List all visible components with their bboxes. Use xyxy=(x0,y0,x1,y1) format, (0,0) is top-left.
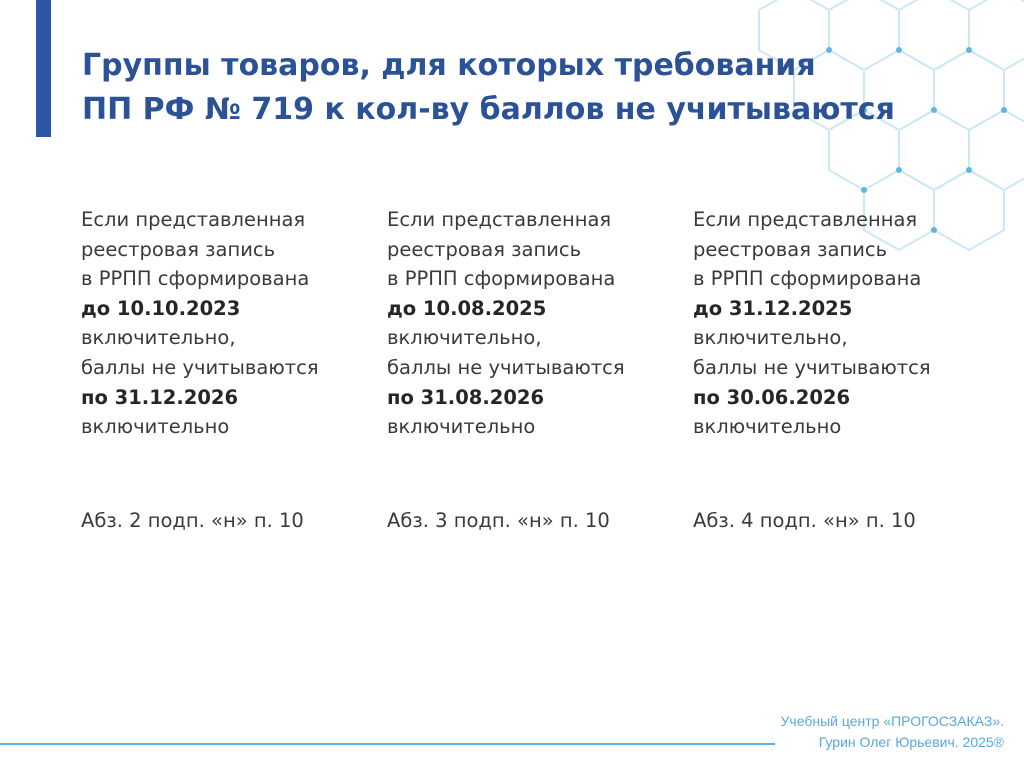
column-text-line: включительно xyxy=(81,415,230,439)
record-date: до 10.10.2023 xyxy=(81,296,241,320)
end-date: по 31.12.2026 xyxy=(81,385,239,409)
column-text-line: баллы не учитываются xyxy=(693,355,931,379)
footer-credits xyxy=(781,711,1004,753)
record-date: до 31.12.2025 xyxy=(693,296,853,320)
column-text-line: Если представленная xyxy=(387,208,612,231)
column-text-line: включительно xyxy=(387,415,536,439)
footer-divider xyxy=(0,743,775,745)
end-date: по 31.08.2026 xyxy=(387,385,545,409)
column-text-line: реестровая запись xyxy=(387,237,582,261)
page-title xyxy=(82,44,1022,132)
condition-column-2 xyxy=(387,205,687,535)
column-text-line: включительно, xyxy=(387,326,542,350)
column-text-line: в РРПП сформирована xyxy=(693,267,922,291)
end-date: по 30.06.2026 xyxy=(693,385,851,409)
page-title-line-1: Группы товаров, для которых требования xyxy=(82,48,816,83)
column-text-line: Если представленная xyxy=(81,208,306,231)
legal-reference: Абз. 4 подп. «н» п. 10 xyxy=(693,508,916,532)
accent-bar xyxy=(36,0,51,137)
column-text-line: включительно xyxy=(693,415,842,439)
legal-reference: Абз. 2 подп. «н» п. 10 xyxy=(81,508,304,532)
column-text-line: в РРПП сформирована xyxy=(81,267,310,291)
footer-author: Гурин Олег Юрьевич. 2025® xyxy=(818,734,1004,750)
legal-reference: Абз. 3 подп. «н» п. 10 xyxy=(387,508,610,532)
column-text-line: в РРПП сформирована xyxy=(387,267,616,291)
record-date: до 10.08.2025 xyxy=(387,296,547,320)
footer-organization: Учебный центр «ПРОГОСЗАКАЗ». xyxy=(780,713,1004,729)
column-text-line: Если представленная xyxy=(693,208,918,231)
condition-column-1 xyxy=(81,205,381,535)
column-text-line: реестровая запись xyxy=(693,237,888,261)
page-title-line-2: ПП РФ № 719 к кол-ву баллов не учитываются xyxy=(82,92,895,127)
column-text-line: включительно, xyxy=(81,326,236,350)
column-text-line: реестровая запись xyxy=(81,237,276,261)
column-text-line: баллы не учитываются xyxy=(387,355,625,379)
condition-column-3 xyxy=(693,205,993,535)
column-text-line: включительно, xyxy=(693,326,848,350)
column-text-line: баллы не учитываются xyxy=(81,355,319,379)
